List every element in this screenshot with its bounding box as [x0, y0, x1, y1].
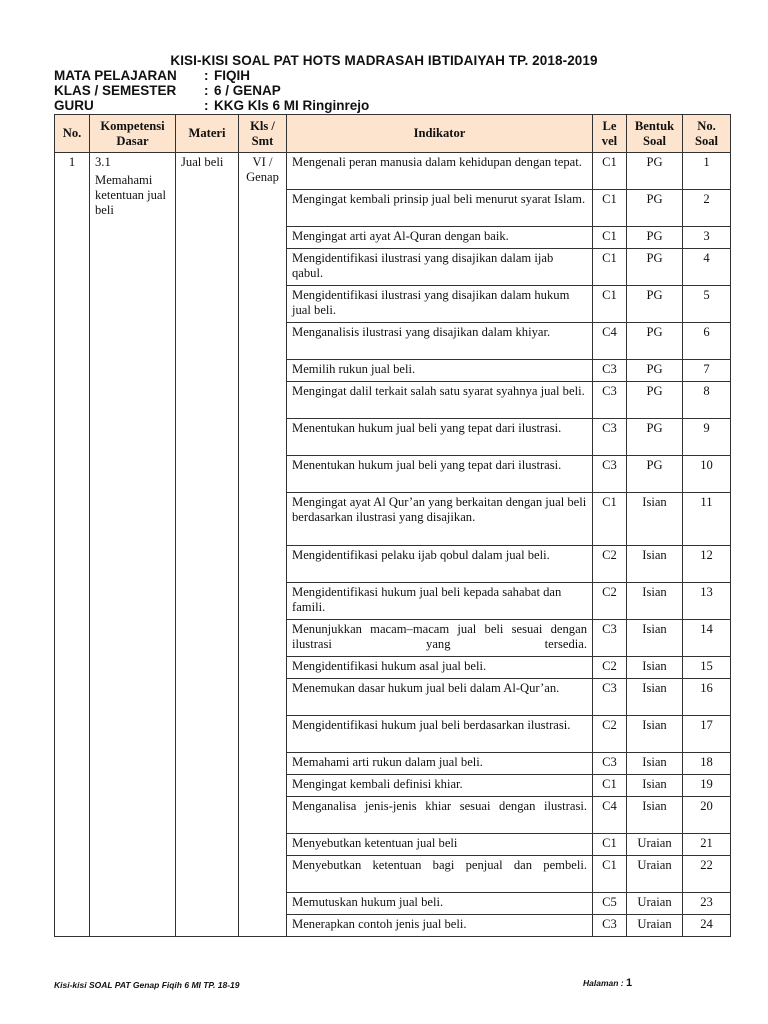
bentuk-soal-cell: Uraian	[627, 834, 683, 856]
bentuk-soal-cell: PG	[627, 456, 683, 493]
no-soal-cell: 15	[683, 657, 731, 679]
kls-line1: VI /	[252, 155, 273, 169]
no-soal-cell: 12	[683, 546, 731, 583]
indikator-cell: Menganalisa jenis-jenis khiar sesuai dengan ilustrasi.	[287, 797, 593, 834]
meta-subject-sep: :	[204, 68, 209, 83]
meta-subject-label: MATA PELAJARAN	[54, 68, 177, 83]
no-soal-cell: 17	[683, 716, 731, 753]
level-cell: C1	[593, 834, 627, 856]
no-soal-cell: 3	[683, 227, 731, 249]
footer-document-name: Kisi-kisi SOAL PAT Genap Fiqih 6 MI TP. 18-19	[54, 980, 240, 990]
header-no: No.	[55, 115, 90, 153]
indikator-cell: Menunjukkan macam–macam jual beli sesuai dengan ilustrasi yang tersedia.	[287, 620, 593, 657]
header-kls-line1: Kls /	[250, 118, 275, 133]
indikator-cell: Mengidentifikasi hukum jual beli kepada sahabat dan famili.	[287, 583, 593, 620]
bentuk-soal-cell: Isian	[627, 679, 683, 716]
bentuk-soal-cell: Uraian	[627, 893, 683, 915]
table-body	[55, 153, 731, 937]
level-cell: C1	[593, 227, 627, 249]
kd-text: Memahami ketentuan jual beli	[95, 173, 166, 217]
header-kd-line1: Kompetensi	[100, 118, 165, 133]
indikator-cell: Mengidentifikasi ilustrasi yang disajikan dalam hukum jual beli.	[287, 286, 593, 323]
meta-subject-value: FIQIH	[214, 68, 250, 83]
level-cell: C1	[593, 493, 627, 546]
group-no	[55, 153, 90, 937]
no-soal-cell: 9	[683, 419, 731, 456]
level-cell: C1	[593, 286, 627, 323]
header-bentuk-soal	[627, 115, 683, 153]
indikator-cell: Mengenali peran manusia dalam kehidupan dengan tepat.	[287, 153, 593, 190]
footer-page-number: 1	[626, 977, 633, 989]
bentuk-soal-cell: Uraian	[627, 856, 683, 893]
document-title: KISI-KISI SOAL PAT HOTS MADRASAH IBTIDAIYAH TP. 2018-2019	[170, 53, 598, 68]
kls-line2: Genap	[246, 170, 279, 184]
header-indikator: Indikator	[287, 115, 593, 153]
indikator-cell: Mengingat kembali prinsip jual beli menurut syarat Islam.	[287, 190, 593, 227]
indikator-cell: Mengingat arti ayat Al-Quran dengan baik.	[287, 227, 593, 249]
meta-class-label: KLAS / SEMESTER	[54, 83, 177, 98]
bentuk-soal-cell: PG	[627, 153, 683, 190]
bentuk-soal-cell: PG	[627, 190, 683, 227]
level-cell: C5	[593, 893, 627, 915]
level-cell: C4	[593, 323, 627, 360]
bentuk-soal-cell: Isian	[627, 797, 683, 834]
level-cell: C3	[593, 456, 627, 493]
group-kompetensi-dasar	[90, 153, 176, 937]
no-soal-cell: 16	[683, 679, 731, 716]
level-cell: C1	[593, 190, 627, 227]
indikator-cell: Mengingat ayat Al Qur’an yang berkaitan dengan jual beli berdasarkan ilustrasi yang disajikan.	[287, 493, 593, 546]
no-soal-cell: 22	[683, 856, 731, 893]
level-cell: C2	[593, 546, 627, 583]
no-soal-cell: 21	[683, 834, 731, 856]
bentuk-soal-cell: Isian	[627, 546, 683, 583]
kisi-table	[54, 114, 731, 937]
indikator-cell: Menyebutkan ketentuan jual beli	[287, 834, 593, 856]
header-materi: Materi	[176, 115, 239, 153]
header-kls-smt	[239, 115, 287, 153]
level-cell: C3	[593, 679, 627, 716]
bentuk-soal-cell: Isian	[627, 657, 683, 679]
no-soal-cell: 10	[683, 456, 731, 493]
header-kd-line2: Dasar	[116, 133, 149, 148]
bentuk-soal-cell: PG	[627, 249, 683, 286]
footer-page-label: Halaman	[583, 978, 619, 988]
level-cell: C1	[593, 775, 627, 797]
bentuk-soal-cell: Isian	[627, 716, 683, 753]
bentuk-soal-cell: Isian	[627, 493, 683, 546]
bentuk-soal-cell: Isian	[627, 620, 683, 657]
indikator-cell: Menentukan hukum jual beli yang tepat dari ilustrasi.	[287, 456, 593, 493]
no-soal-cell: 18	[683, 753, 731, 775]
indikator-cell: Menentukan hukum jual beli yang tepat dari ilustrasi.	[287, 419, 593, 456]
level-cell: C3	[593, 360, 627, 382]
header-kompetensi-dasar	[90, 115, 176, 153]
bentuk-soal-cell: PG	[627, 360, 683, 382]
indikator-cell: Memahami arti rukun dalam jual beli.	[287, 753, 593, 775]
header-bentuk-line2: Soal	[642, 133, 667, 148]
bentuk-soal-cell: PG	[627, 227, 683, 249]
no-soal-cell: 20	[683, 797, 731, 834]
level-cell: C3	[593, 382, 627, 419]
meta-subject	[54, 68, 250, 83]
footer-page-info	[583, 977, 632, 989]
header-no-soal	[683, 115, 731, 153]
level-cell: C1	[593, 856, 627, 893]
bentuk-soal-cell: PG	[627, 323, 683, 360]
no-soal-cell: 14	[683, 620, 731, 657]
group-no-value: 1	[68, 155, 76, 169]
header-level-line1: Le	[602, 118, 617, 133]
bentuk-soal-cell: Isian	[627, 583, 683, 620]
no-soal-cell: 7	[683, 360, 731, 382]
footer-page-sep: :	[618, 978, 626, 988]
header-bentuk-line1: Bentuk	[634, 118, 675, 133]
bentuk-soal-cell: PG	[627, 286, 683, 323]
level-cell: C3	[593, 753, 627, 775]
header-kls-line2: Smt	[251, 133, 274, 148]
level-cell: C3	[593, 419, 627, 456]
group-materi	[176, 153, 239, 937]
bentuk-soal-cell: Isian	[627, 775, 683, 797]
bentuk-soal-cell: PG	[627, 382, 683, 419]
meta-teacher-value: KKG Kls 6 MI Ringinrejo	[214, 98, 370, 113]
level-cell: C2	[593, 583, 627, 620]
bentuk-soal-cell: Uraian	[627, 915, 683, 937]
meta-class-sep: :	[204, 83, 209, 98]
no-soal-cell: 1	[683, 153, 731, 190]
level-cell: C3	[593, 915, 627, 937]
table-header-row	[55, 115, 731, 153]
no-soal-cell: 19	[683, 775, 731, 797]
level-cell: C2	[593, 657, 627, 679]
no-soal-cell: 8	[683, 382, 731, 419]
level-cell: C4	[593, 797, 627, 834]
indikator-cell: Memutuskan hukum jual beli.	[287, 893, 593, 915]
header-nosoal-line1: No.	[697, 118, 716, 133]
header-level-line2: vel	[601, 133, 618, 148]
meta-class	[54, 83, 281, 98]
level-cell: C1	[593, 153, 627, 190]
table-row	[55, 153, 731, 190]
indikator-cell: Mengingat dalil terkait salah satu syarat syahnya jual beli.	[287, 382, 593, 419]
indikator-cell: Mengidentifikasi hukum asal jual beli.	[287, 657, 593, 679]
no-soal-cell: 2	[683, 190, 731, 227]
no-soal-cell: 24	[683, 915, 731, 937]
header-nosoal-line2: Soal	[694, 133, 719, 148]
indikator-cell: Menemukan dasar hukum jual beli dalam Al-Qur’an.	[287, 679, 593, 716]
meta-class-value: 6 / GENAP	[214, 83, 281, 98]
meta-teacher-sep: :	[204, 98, 209, 113]
indikator-cell: Menyebutkan ketentuan bagi penjual dan pembeli.	[287, 856, 593, 893]
indikator-cell: Mengidentifikasi ilustrasi yang disajikan dalam ijab qabul.	[287, 249, 593, 286]
no-soal-cell: 23	[683, 893, 731, 915]
header-level	[593, 115, 627, 153]
no-soal-cell: 13	[683, 583, 731, 620]
bentuk-soal-cell: Isian	[627, 753, 683, 775]
no-soal-cell: 5	[683, 286, 731, 323]
indikator-cell: Mengingat kembali definisi khiar.	[287, 775, 593, 797]
indikator-cell: Menerapkan contoh jenis jual beli.	[287, 915, 593, 937]
level-cell: C1	[593, 249, 627, 286]
materi-value: Jual beli	[181, 155, 224, 169]
no-soal-cell: 4	[683, 249, 731, 286]
no-soal-cell: 6	[683, 323, 731, 360]
indikator-cell: Menganalisis ilustrasi yang disajikan dalam khiyar.	[287, 323, 593, 360]
level-cell: C2	[593, 716, 627, 753]
bentuk-soal-cell: PG	[627, 419, 683, 456]
group-kls-smt	[239, 153, 287, 937]
indikator-cell: Memilih rukun jual beli.	[287, 360, 593, 382]
level-cell: C3	[593, 620, 627, 657]
meta-teacher-label: GURU	[54, 98, 94, 113]
meta-teacher	[54, 98, 369, 113]
indikator-cell: Mengidentifikasi pelaku ijab qobul dalam jual beli.	[287, 546, 593, 583]
indikator-cell: Mengidentifikasi hukum jual beli berdasarkan ilustrasi.	[287, 716, 593, 753]
no-soal-cell: 11	[683, 493, 731, 546]
kd-code: 3.1	[95, 155, 111, 169]
